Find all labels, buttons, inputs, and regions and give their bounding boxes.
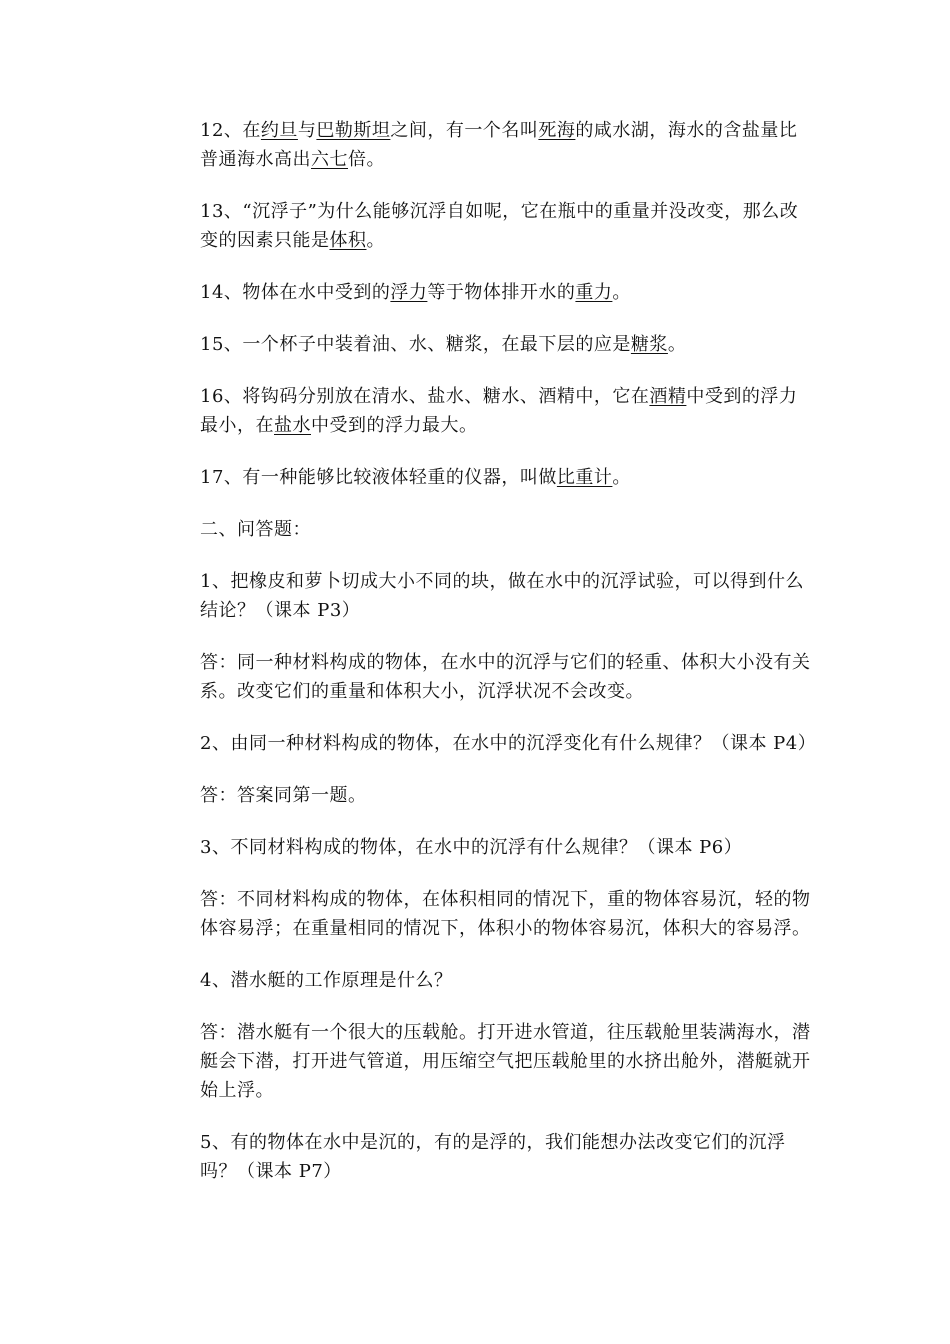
question-text: 2、由同一种材料构成的物体，在水中的沉浮变化有什么规律？（课本 P4） — [200, 733, 817, 754]
qa-2-answer — [200, 781, 812, 810]
question-text: 1、把橡皮和萝卜切成大小不同的块，做在水中的沉浮试验，可以得到什么结论？（课本 P3） — [200, 571, 804, 621]
answer-blank: 盐水 — [274, 415, 311, 436]
section-heading — [200, 515, 812, 544]
text-run: 与 — [297, 120, 317, 141]
answer-blank: 死海 — [538, 120, 576, 141]
text-run: 13、“沉浮子”为什么能够沉浮自如呢，它在瓶中的重量并没改变，那么改变的因素只能是 — [200, 201, 799, 251]
qa-4-question — [200, 966, 812, 995]
answer-blank: 酒精 — [649, 386, 687, 407]
text-run: 中受到的浮力最大。 — [311, 415, 478, 436]
text-run: 。 — [366, 230, 385, 251]
text-run: 12、在 — [200, 120, 261, 141]
answer-text: 答：潜水艇有一个很大的压载舱。打开进水管道，往压载舱里装满海水，潜艇会下潜，打开进气管道，用压缩空气把压载舱里的水挤出舱外，潜艇就开始上浮。 — [200, 1022, 811, 1101]
text-run: 的咸水湖，海水的含盐量比普通海水高出 — [200, 120, 798, 170]
answer-text: 答：不同材料构成的物体，在体积相同的情况下，重的物体容易沉，轻的物体容易浮；在重量相同的情况下，体积小的物体容易沉，体积大的容易浮。 — [200, 889, 811, 939]
answer-blank: 重力 — [575, 282, 613, 303]
text-run: 17、有一种能够比较液体轻重的仪器，叫做 — [200, 467, 557, 488]
text-run: 。 — [612, 282, 631, 303]
answer-blank: 体积 — [329, 230, 367, 251]
qa-1-question — [200, 567, 812, 625]
answer-text: 答：答案同第一题。 — [200, 785, 367, 806]
answer-blank: 约旦 — [260, 120, 298, 141]
document-body — [200, 116, 817, 1209]
question-16 — [200, 382, 812, 440]
qa-1-answer — [200, 648, 812, 706]
answer-blank: 浮力 — [390, 282, 428, 303]
answer-blank: 六七 — [311, 149, 348, 170]
question-12 — [200, 116, 812, 174]
qa-3-question — [200, 833, 812, 862]
question-text: 4、潜水艇的工作原理是什么？ — [200, 970, 453, 991]
question-text: 3、不同材料构成的物体，在水中的沉浮有什么规律？（课本 P6） — [200, 837, 743, 858]
text-run: 。 — [667, 334, 687, 355]
question-15 — [200, 330, 812, 359]
text-run: 15、一个杯子中装着油、水、糖浆，在最下层的应是 — [200, 334, 631, 355]
question-14 — [200, 278, 812, 307]
text-run: 之间，有一个名叫 — [390, 120, 539, 141]
text-run: 倍。 — [348, 149, 385, 170]
answer-text: 答：同一种材料构成的物体，在水中的沉浮与它们的轻重、体积大小没有关系。改变它们的重量和体积大小，沉浮状况不会改变。 — [200, 652, 811, 702]
answer-blank: 巴勒斯坦 — [316, 120, 391, 141]
text-run: 中受到的浮力最小，在 — [200, 386, 798, 436]
question-17 — [200, 463, 812, 492]
answer-blank: 比重计 — [556, 467, 613, 488]
qa-4-answer — [200, 1018, 812, 1105]
qa-2-question — [200, 729, 817, 758]
question-13 — [200, 197, 812, 255]
text-run: 14、物体在水中受到的 — [200, 282, 391, 303]
question-text: 5、有的物体在水中是沉的，有的是浮的，我们能想办法改变它们的沉浮吗？（课本 P7） — [200, 1132, 786, 1182]
text-run: 16、将钩码分别放在清水、盐水、糖水、酒精中，它在 — [200, 386, 650, 407]
qa-5-question — [200, 1128, 812, 1186]
qa-3-answer — [200, 885, 812, 943]
answer-blank: 糖浆 — [630, 334, 668, 355]
text-run: 。 — [612, 467, 631, 488]
section-title: 二、问答题： — [200, 519, 311, 540]
text-run: 等于物体排开水的 — [427, 282, 576, 303]
